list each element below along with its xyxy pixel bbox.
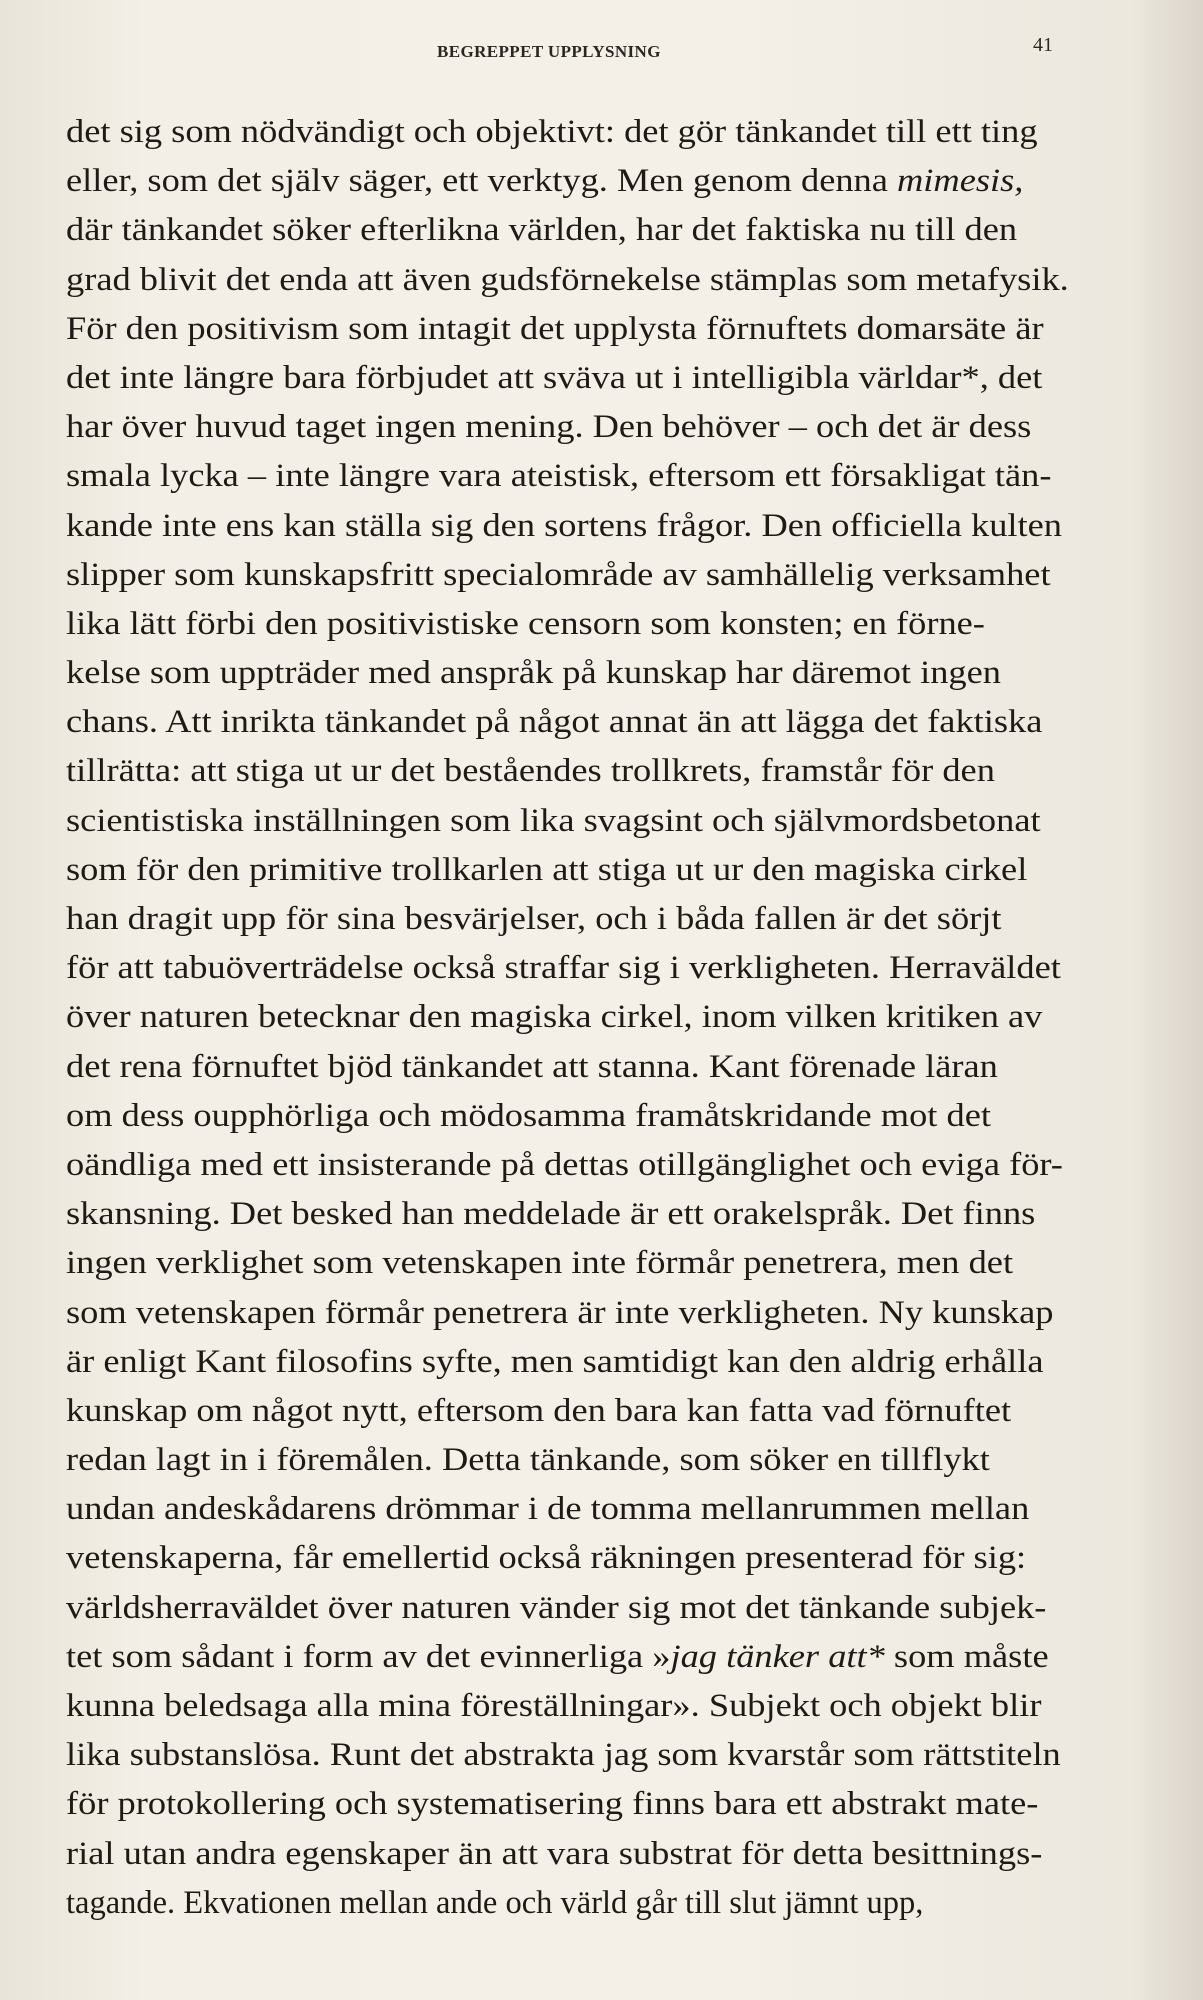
running-head: BEGREPPET UPPLYSNING: [437, 42, 661, 61]
text-line: det sig som nödvändigt och objektivt: det gör tänkandet till ett ting: [66, 114, 1038, 150]
text-line: oändliga med ett insisterande på dettas otillgänglighet och eviga för-: [66, 1146, 1063, 1183]
text-line: världsherraväldet över naturen vänder sig mot det tänkande subjek-: [66, 1589, 1047, 1626]
text-line: kande inte ens kan ställa sig den sortens frågor. Den officiella kulten: [66, 507, 1062, 544]
text-line: om dess oupphörliga och mödosamma framåtskridande mot det: [66, 1097, 991, 1134]
text-line: grad blivit det enda att även gudsförnekelse stämplas som metafysik.: [66, 261, 1069, 298]
page-number: 41: [1033, 34, 1053, 56]
text-line: tillrätta: att stiga ut ur det beståendes trollkrets, framstår för den: [66, 753, 995, 790]
text-line: lika lätt förbi den positivistiske censorn som konsten; en förne-: [66, 605, 985, 642]
text-line: lika substanslösa. Runt det abstrakta jag som kvarstår som rättstiteln: [66, 1737, 1061, 1774]
text-line: undan andeskådarens drömmar i de tomma mellanrummen mellan: [66, 1491, 1030, 1528]
text-line: vetenskaperna, får emellertid också räkningen presenterad för sig:: [66, 1540, 1027, 1577]
text-line: ingen verklighet som vetenskapen inte förmår penetrera, men det: [66, 1245, 1014, 1282]
text-line: som för den primitive trollkarlen att stiga ut ur den magiska cirkel: [66, 851, 1028, 888]
text-line: det inte längre bara förbjudet att sväva ut i intelligibla världar*, det: [66, 359, 1043, 396]
text-line: kunna beledsaga alla mina föreställningar». Subjekt och objekt blir: [66, 1688, 1042, 1724]
text-line: har över huvud taget ingen mening. Den behöver – och det är dess: [66, 409, 1032, 446]
text-line: scientistiska inställningen som lika svagsint och självmordsbetonat: [66, 802, 1041, 839]
italic-term: mimesis,: [897, 163, 1024, 200]
text-line: eller, som det själv säger, ett verktyg. Men genom denna mimesis,: [66, 163, 1024, 200]
text-line: chans. Att inrikta tänkandet på något annat än att lägga det faktiska: [66, 704, 1043, 741]
italic-term: jag tänker att*: [670, 1638, 885, 1675]
text-line: det rena förnuftet bjöd tänkandet att stanna. Kant förenade läran: [66, 1048, 998, 1085]
text-line: som vetenskapen förmår penetrera är inte verkligheten. Ny kunskap: [66, 1294, 1054, 1331]
text-line: över naturen betecknar den magiska cirkel, inom vilken kritiken av: [66, 999, 1043, 1036]
text-line: där tänkandet söker efterlikna världen, har det faktiska nu till den: [66, 212, 1018, 249]
text-line: tet som sådant i form av det evinnerliga »jag tänker att* som måste: [66, 1638, 1049, 1675]
body-text: [66, 108, 1116, 1928]
text-line: för protokollering och systematisering finns bara ett abstrakt mate-: [66, 1786, 1039, 1823]
text-line: kunskap om något nytt, eftersom den bara kan fatta vad förnuftet: [66, 1392, 1012, 1429]
text-line: För den positivism som intagit det upplysta förnuftets domarsäte är: [66, 310, 1044, 347]
text-line: rial utan andra egenskaper än att vara substrat för detta besittnings-: [66, 1835, 1043, 1872]
text-line: smala lycka – inte längre vara ateistisk, eftersom ett försakligat tän-: [66, 458, 1052, 495]
text-line: skansning. Det besked han meddelade är ett orakelspråk. Det finns: [66, 1196, 1036, 1233]
text-line: slipper som kunskapsfritt specialområde av samhällelig verksamhet: [66, 556, 1051, 593]
text-line: redan lagt in i föremålen. Detta tänkande, som söker en tillflykt: [66, 1442, 990, 1479]
text-line: kelse som uppträder med anspråk på kunskap har däremot ingen: [66, 655, 1001, 692]
text-line: tagande. Ekvationen mellan ande och värld går till slut jämnt upp,: [66, 1884, 924, 1921]
text-line: är enligt Kant filosofins syfte, men samtidigt kan den aldrig erhålla: [66, 1343, 1044, 1380]
text-line: för att tabuöverträdelse också straffar sig i verkligheten. Herraväldet: [66, 950, 1061, 987]
text-line: han dragit upp för sina besvärjelser, och i båda fallen är det sörjt: [66, 901, 1002, 937]
